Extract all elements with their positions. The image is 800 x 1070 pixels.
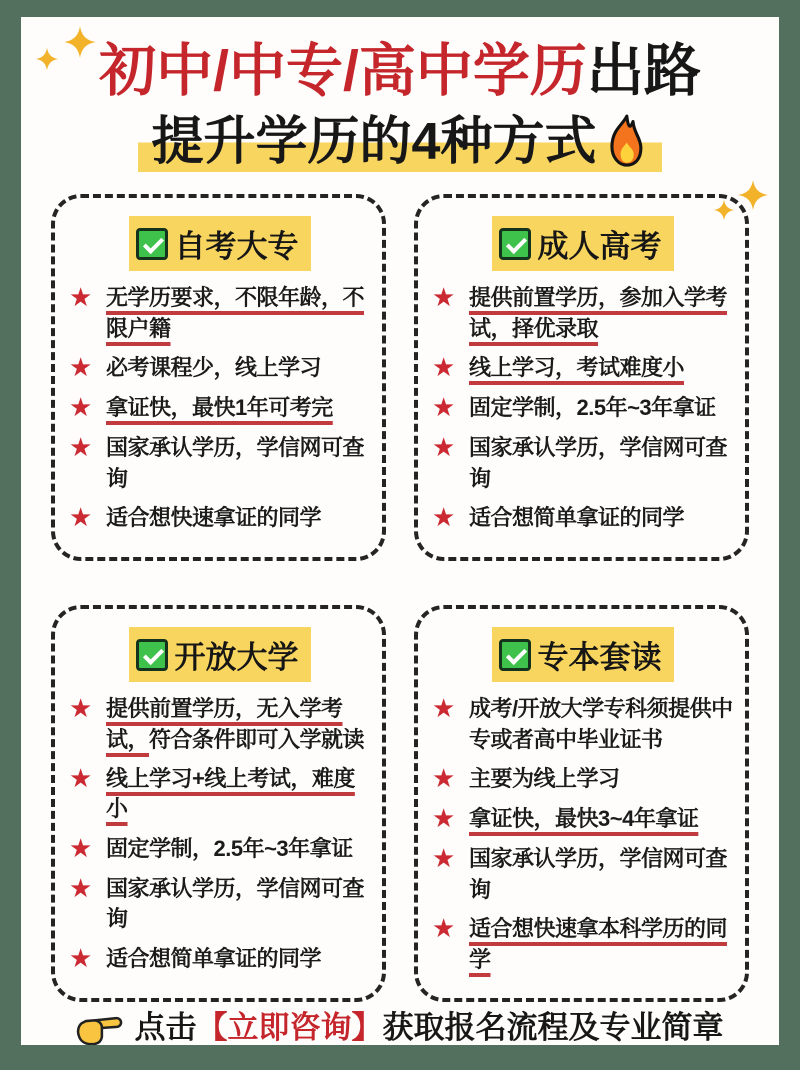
star-icon: ★ (432, 283, 455, 314)
star-icon: ★ (69, 353, 92, 384)
cta-suffix: 获取报名流程及专业简章 (382, 1009, 724, 1045)
star-icon: ★ (432, 353, 455, 384)
bullet-item (432, 914, 733, 975)
card-title-badge (129, 627, 311, 682)
bullet-item (432, 844, 733, 905)
star-icon: ★ (432, 393, 455, 424)
star-icon: ★ (69, 873, 92, 904)
card-title-badge (129, 216, 311, 271)
star-icon: ★ (432, 503, 455, 534)
bullet-item (432, 804, 733, 835)
fire-icon (600, 113, 652, 169)
bullet-item (69, 503, 370, 534)
bullet-item (69, 283, 370, 344)
card-adult-gaokao (414, 194, 749, 561)
bullet-item (69, 764, 370, 825)
check-square-icon (499, 639, 531, 671)
bullet-item (432, 694, 733, 755)
title-red-part: 初中/中专/高中学历 (99, 39, 587, 103)
bullet-text: 适合想简单拿证的同学 (469, 505, 685, 531)
sparkle-icon (35, 47, 59, 71)
bullet-item (432, 283, 733, 344)
bullet-list (69, 283, 370, 534)
bullet-text: 无学历要求，不限年龄，不限户籍 (106, 285, 365, 341)
cta-text (133, 1002, 728, 1045)
bullet-item (69, 393, 370, 424)
star-icon: ★ (69, 833, 92, 864)
star-icon: ★ (432, 433, 455, 464)
sparkle-icon (63, 25, 97, 59)
bullet-item (432, 764, 733, 795)
bullet-text: 必考课程少，线上学习 (106, 355, 322, 381)
star-icon: ★ (432, 804, 455, 835)
bullet-text: 提供前置学历，无入学考试，符合条件即可入学就读 (106, 696, 365, 752)
consult-cta[interactable] (21, 1002, 779, 1045)
sparkle-icon (713, 199, 735, 221)
poster-page (21, 17, 779, 1045)
title-black-part: 出路 (586, 39, 701, 103)
bullet-item (432, 353, 733, 384)
card-title-text: 成人高考 (537, 229, 662, 265)
bullet-list (69, 694, 370, 975)
subtitle-text: 提升学历的4种方式 (151, 112, 597, 171)
card-combined-program (414, 605, 749, 1002)
cta-prefix: 点击 (134, 1009, 197, 1045)
star-icon: ★ (69, 943, 92, 974)
card-open-university (51, 605, 386, 1002)
page-title (21, 39, 779, 105)
page-subtitle-row (21, 113, 779, 175)
star-icon: ★ (432, 764, 455, 795)
bullet-text: 成考/开放大学专科须提供中专或者高中毕业证书 (469, 696, 733, 752)
bullet-item (432, 433, 733, 494)
bullet-list (432, 694, 733, 975)
cards-grid (21, 174, 779, 1002)
bullet-text: 国家承认学历，学信网可查询 (106, 435, 365, 491)
star-icon: ★ (69, 694, 92, 725)
bullet-item (69, 694, 370, 755)
bullet-text: 线上学习+线上考试，难度小 (106, 766, 355, 822)
bullet-item (69, 433, 370, 494)
bullet-text: 适合想快速拿本科学历的同学 (469, 916, 728, 972)
card-title-text: 开放大学 (174, 640, 299, 676)
bullet-text: 国家承认学历，学信网可查询 (106, 875, 365, 932)
sparkle-icon (737, 179, 769, 211)
check-square-icon (136, 228, 168, 260)
bullet-text: 主要为线上学习 (469, 766, 620, 792)
bullet-text: 适合想简单拿证的同学 (106, 945, 322, 971)
check-square-icon (499, 228, 531, 260)
star-icon: ★ (432, 914, 455, 945)
star-icon: ★ (432, 694, 455, 725)
bullet-text: 固定学制，2.5年~3年拿证 (106, 835, 353, 861)
pointing-hand-icon (73, 1008, 125, 1045)
card-title-text: 专本套读 (537, 640, 662, 676)
star-icon: ★ (69, 433, 92, 464)
bullet-text: 提供前置学历，参加入学考试，择优录取 (469, 285, 728, 341)
bullet-list (432, 283, 733, 534)
bullet-item (69, 834, 370, 865)
card-title-badge (492, 216, 674, 271)
check-square-icon (136, 639, 168, 671)
bullet-item (69, 944, 370, 975)
cta-highlight: 【立即咨询】 (196, 1009, 383, 1045)
header (21, 39, 779, 174)
bullet-item (432, 503, 733, 534)
bullet-text: 拿证快，最快1年可考完 (106, 395, 333, 421)
page-subtitle (138, 113, 663, 175)
bullet-item (69, 874, 370, 935)
star-icon: ★ (432, 844, 455, 875)
bullet-text: 适合想快速拿证的同学 (106, 505, 322, 531)
card-self-exam-college (51, 194, 386, 561)
bullet-text: 拿证快，最快3~4年拿证 (469, 806, 699, 832)
bullet-text: 国家承认学历，学信网可查询 (469, 846, 728, 902)
star-icon: ★ (69, 283, 92, 314)
bullet-item (69, 353, 370, 384)
card-title-badge (492, 627, 674, 682)
bullet-text: 固定学制，2.5年~3年拿证 (469, 395, 716, 421)
star-icon: ★ (69, 503, 92, 534)
card-title-text: 自考大专 (174, 229, 299, 265)
bullet-item (432, 393, 733, 424)
star-icon: ★ (69, 393, 92, 424)
star-icon: ★ (69, 764, 92, 795)
bullet-text: 国家承认学历，学信网可查询 (469, 435, 728, 491)
bullet-text: 线上学习，考试难度小 (469, 355, 685, 381)
